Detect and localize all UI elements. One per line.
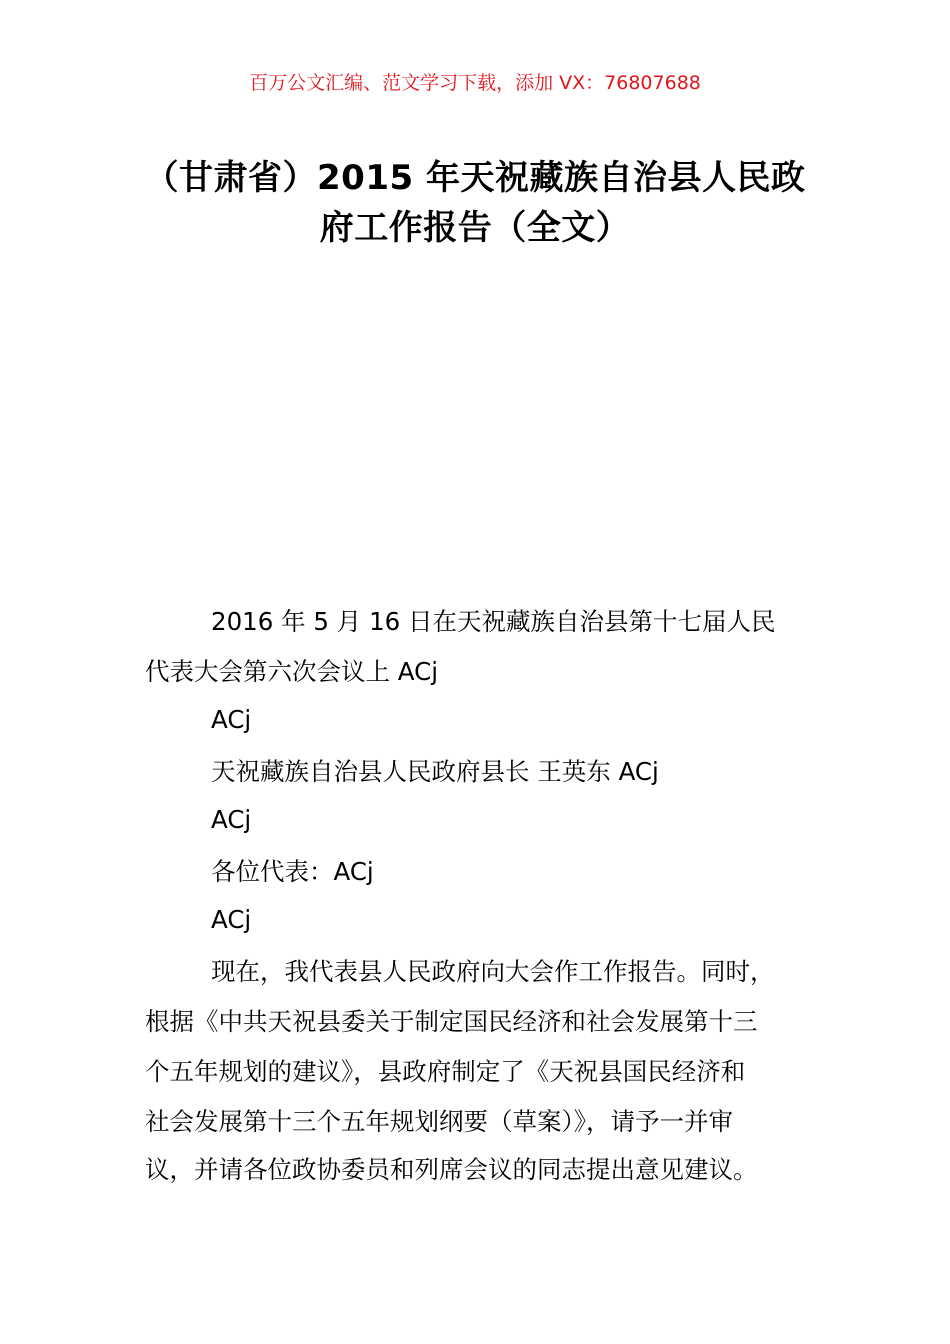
watermark-header: 百万公文汇编、范文学习下载，添加 VX：76807688 (249, 72, 701, 94)
body-line: 各位代表：ACj (211, 857, 374, 886)
body-line: 议，并请各位政协委员和列席会议的同志提出意见建议。 (145, 1155, 758, 1184)
body-line: 现在，我代表县人民政府向大会作工作报告。同时， (211, 957, 775, 986)
body-line: 天祝藏族自治县人民政府县长 王英东 ACj (211, 757, 659, 786)
body-line: ACj (211, 905, 252, 934)
document-title-line-1: （甘肃省）2015 年天祝藏族自治县人民政 (144, 158, 806, 198)
body-line: ACj (211, 805, 252, 834)
body-line: 2016 年 5 月 16 日在天祝藏族自治县第十七届人民 (211, 607, 776, 636)
body-line: 根据《中共天祝县委关于制定国民经济和社会发展第十三 (145, 1007, 758, 1036)
body-line: 代表大会第六次会议上 ACj (145, 657, 439, 686)
body-line: ACj (211, 705, 252, 734)
document-title-line-2: 府工作报告（全文） (319, 208, 631, 248)
body-line: 个五年规划的建议》，县政府制定了《天祝县国民经济和 (145, 1057, 746, 1086)
body-line: 社会发展第十三个五年规划纲要（草案）》，请予一并审 (145, 1107, 733, 1136)
